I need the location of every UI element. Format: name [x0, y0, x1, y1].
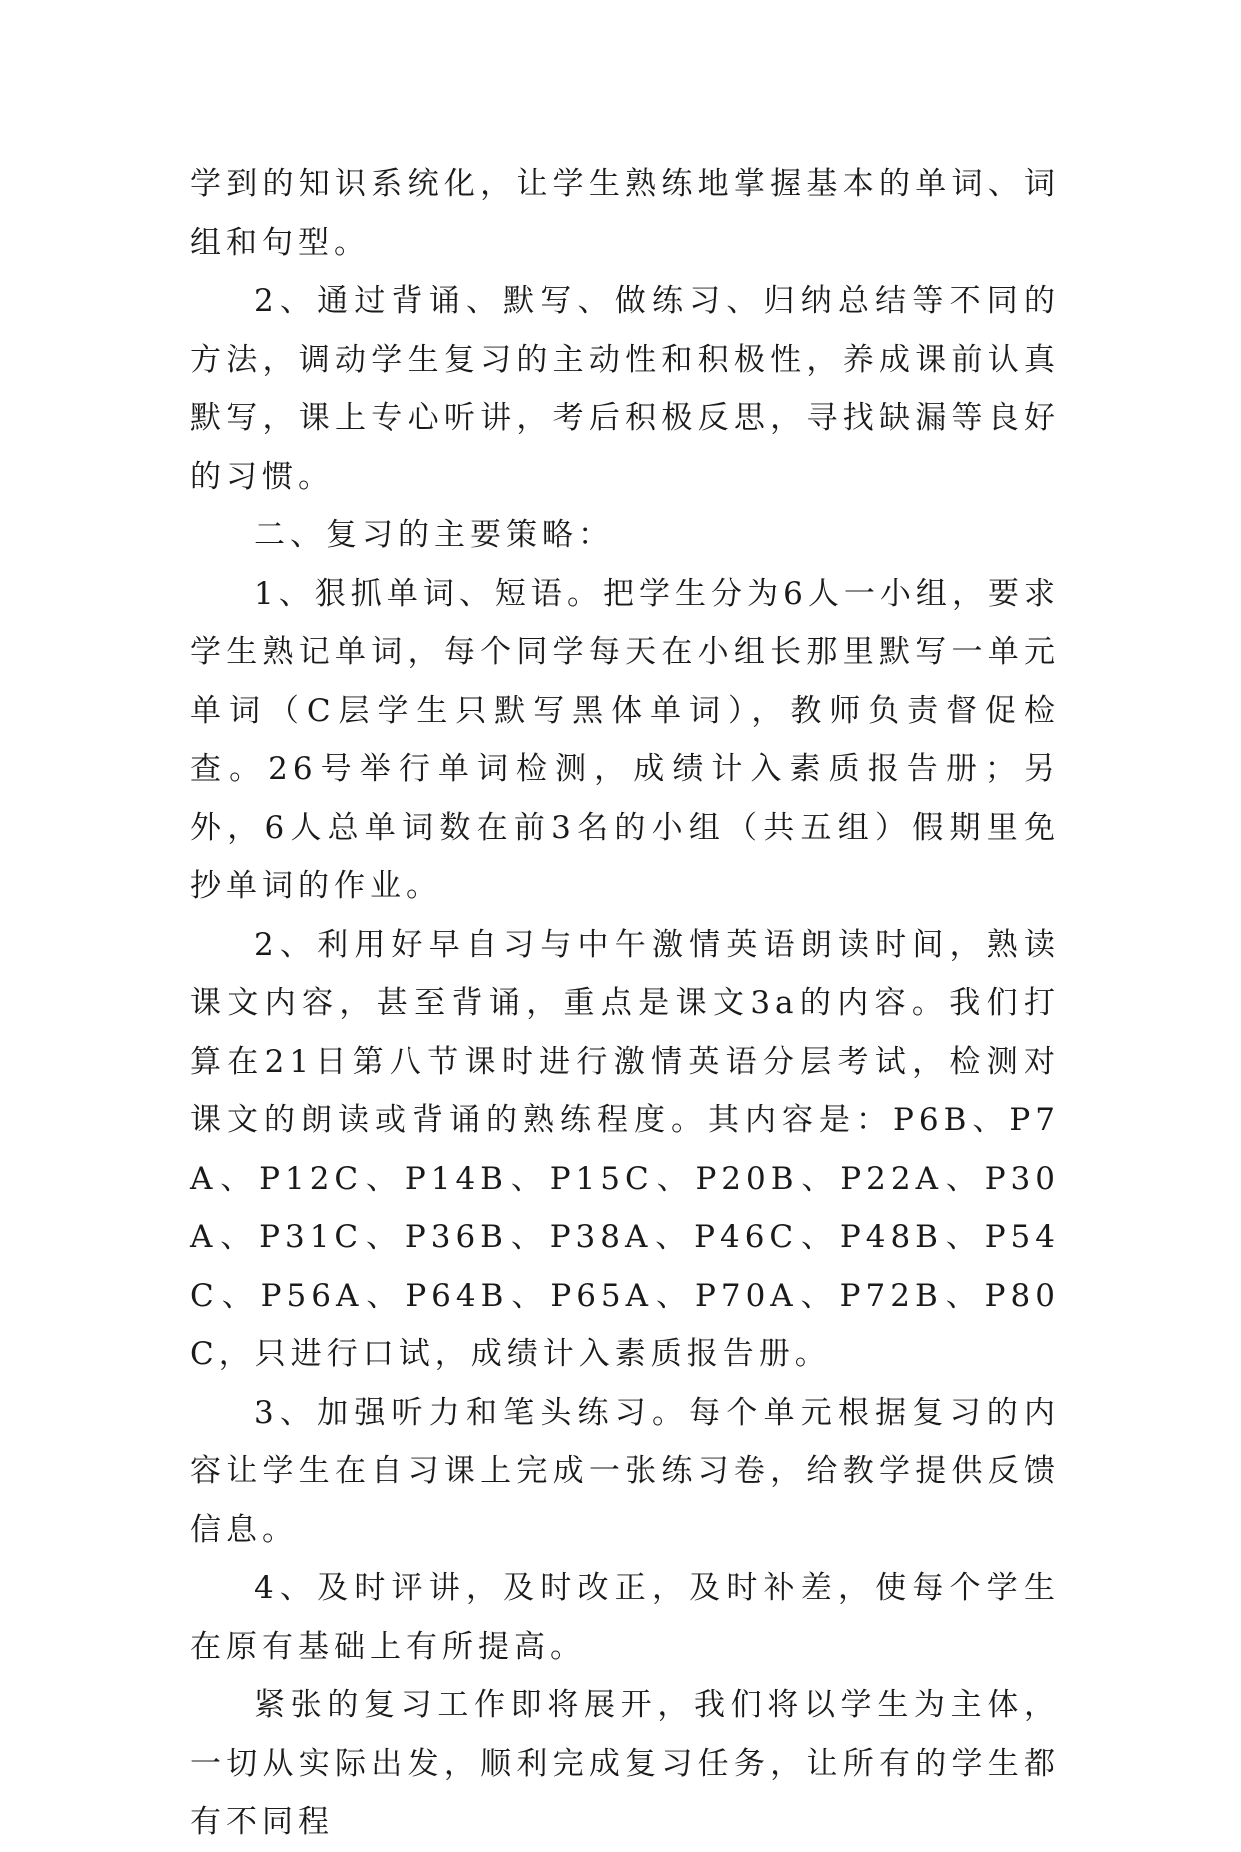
section-heading-strategies: 二、复习的主要策略： — [254, 517, 614, 553]
paragraph-listening: 3、加强听力和笔头练习。每个单元根据复习的内容让学生在自习课上完成一张练习卷，给教学提供反馈信息。 — [190, 1394, 1060, 1548]
paragraph-method: 2、通过背诵、默写、做练习、归纳总结等不同的方法，调动学生复习的主动性和积极性，养成课前认真默写，课上专心听讲，考后积极反思，寻找缺漏等良好的习惯。 — [190, 283, 1060, 495]
paragraph-vocabulary: 1、狠抓单词、短语。把学生分为6人一小组，要求学生熟记单词，每个同学每天在小组长那里默写一单元单词（C层学生只默写黑体单词），教师负责督促检查。26号举行单词检测，成绩计入素质报告册；另外，6人总单词数在前3名的小组（共五组）假期里免抄单词的作业。 — [190, 575, 1060, 904]
paragraph-conclusion: 紧张的复习工作即将展开，我们将以学生为主体，一切从实际出发，顺利完成复习任务，让所有的学生都有不同程 — [190, 1687, 1060, 1840]
document-body — [190, 155, 1060, 1852]
paragraph-feedback: 4、及时评讲，及时改正，及时补差，使每个学生在原有基础上有所提高。 — [190, 1570, 1060, 1665]
paragraph-continuation: 学到的知识系统化，让学生熟练地掌握基本的单词、词组和句型。 — [190, 166, 1060, 261]
paragraph-reading: 2、利用好早自习与中午激情英语朗读时间，熟读课文内容，甚至背诵，重点是课文3a的内容。我们打算在21日第八节课时进行激情英语分层考试，检测对课文的朗读或背诵的熟练程度。其内容是：P6B、P7A、P12C、P14B、P15C、P20B、P22A、P30A、P31C、P36B、P38A、P46C、P48B、P54C、P56A、P64B、P65A、P70A、P72B、P80C，只进行口试，成绩计入素质报告册。 — [190, 926, 1060, 1372]
